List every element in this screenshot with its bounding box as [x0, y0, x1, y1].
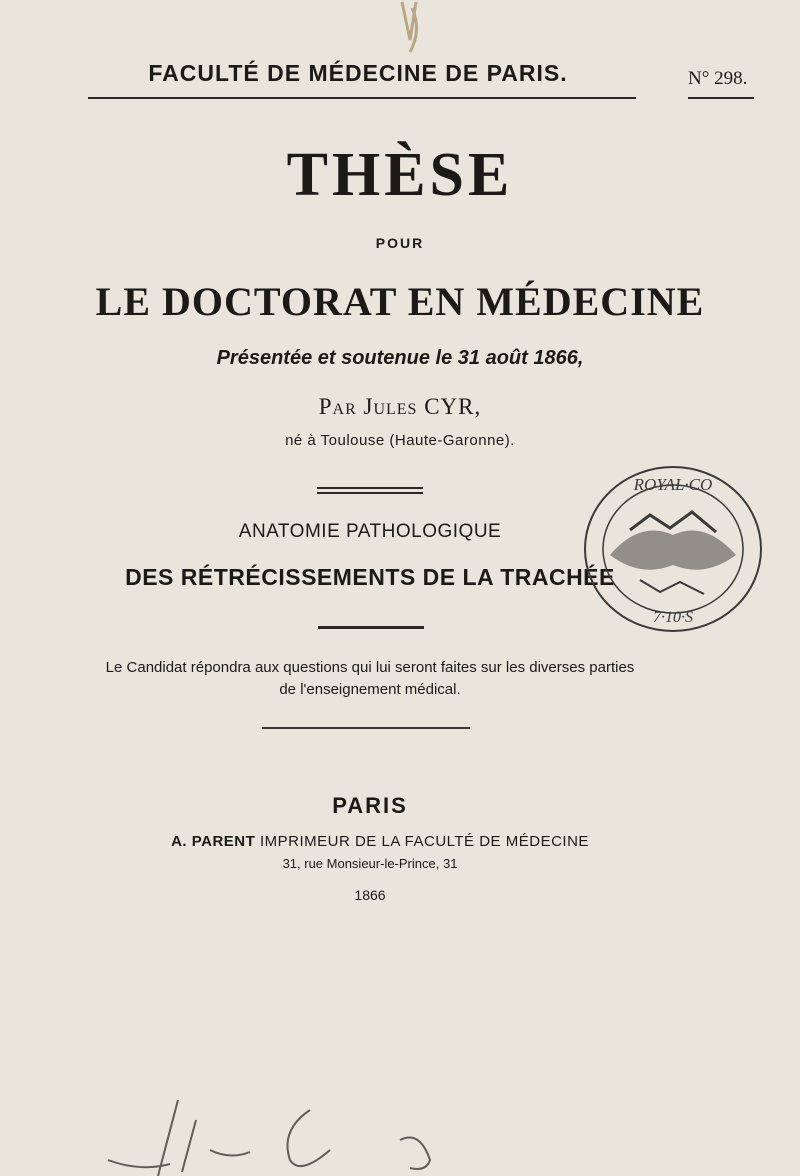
- author-birthplace: né à Toulouse (Haute-Garonne).: [285, 432, 515, 449]
- thesis-title: THÈSE: [286, 141, 514, 209]
- handwritten-mark-icon: [100, 1080, 520, 1176]
- subject-field: ANATOMIE PATHOLOGIQUE: [238, 521, 502, 542]
- defense-date: Présentée et soutenue le 31 août 1866,: [216, 347, 584, 369]
- subject-title: DES RÉTRÉCISSEMENTS DE LA TRACHÉE: [125, 564, 615, 590]
- imprint-year: 1866: [354, 887, 386, 903]
- candidate-notice: [0, 657, 740, 701]
- imprint-printer: [0, 833, 760, 850]
- header-rule: [88, 97, 636, 99]
- candidate-notice-line2: de l'enseignement médical.: [279, 681, 461, 698]
- ink-stain-icon: [382, 0, 442, 60]
- printer-title: IMPRIMEUR DE LA FACULTÉ DE MÉDECINE: [259, 833, 589, 850]
- section-rule: [318, 626, 424, 629]
- degree-title: LE DOCTORAT EN MÉDECINE: [95, 279, 705, 324]
- ornamental-rule: [262, 727, 470, 729]
- library-stamp: [580, 460, 766, 638]
- thesis-number: N° 298.: [688, 68, 748, 89]
- stamp-top-text: ROYAL·CO: [633, 475, 713, 494]
- faculty-header: FACULTÉ DE MÉDECINE DE PARIS.: [148, 60, 568, 86]
- double-rule-top: [317, 487, 423, 489]
- stamp-bottom-text: 7·10·S: [653, 609, 693, 626]
- candidate-notice-line1: Le Candidat répondra aux questions qui lui seront faites sur les diverses parties: [105, 659, 635, 676]
- printer-name: A. PARENT: [171, 833, 256, 850]
- double-rule-bottom: [317, 492, 423, 494]
- pour-label: POUR: [375, 235, 425, 251]
- number-rule: [688, 97, 754, 99]
- author-name: Par Jules CYR,: [318, 394, 482, 419]
- imprint-city: PARIS: [332, 793, 408, 818]
- imprint-address: 31, rue Monsieur-le-Prince, 31: [282, 856, 458, 871]
